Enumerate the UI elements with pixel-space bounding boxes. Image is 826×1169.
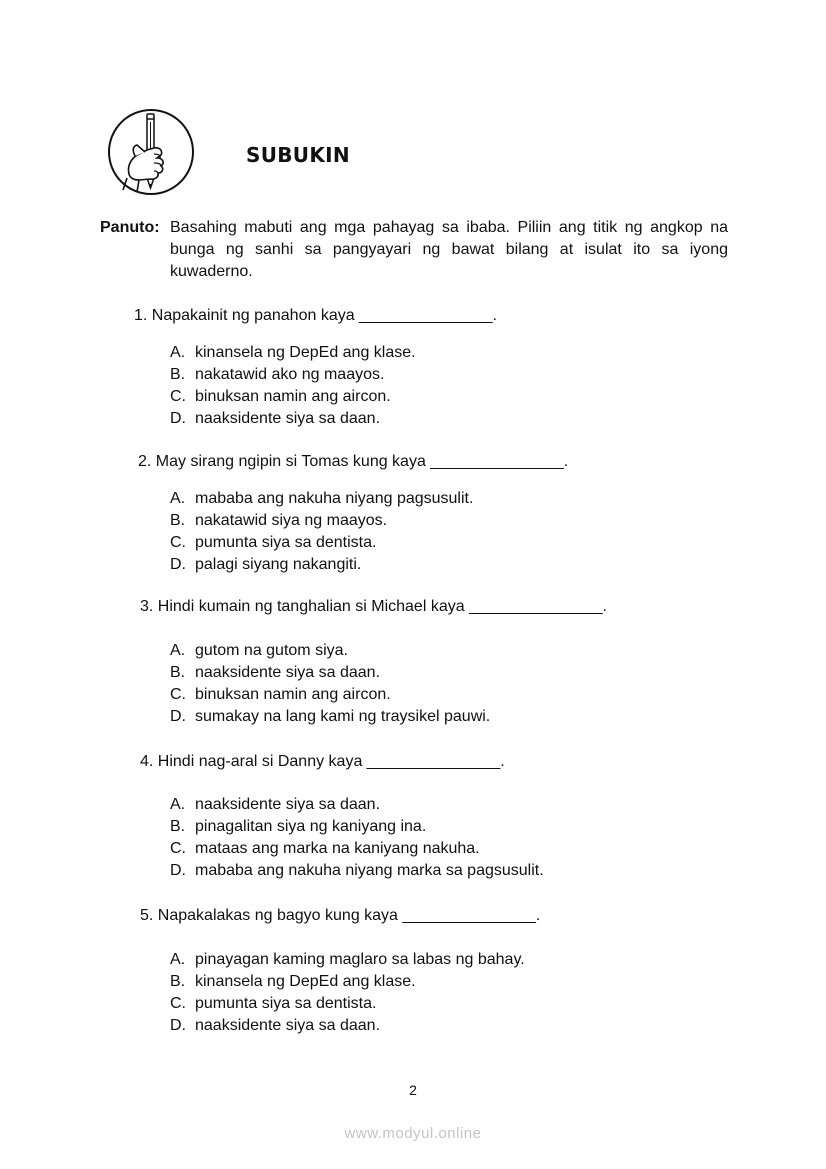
choice-letter: C. (170, 686, 186, 703)
choice-item (170, 684, 490, 706)
instructions-text: Basahing mabuti ang mga pahayag sa ibaba. Piliin ang titik ng angkop na bunga ng sanhi sa pangyayari ng bawat bilang at isulat ito sa iyong kuwaderno. (170, 219, 728, 280)
choice-item (170, 342, 416, 364)
choice-text: binuksan namin ang aircon. (195, 388, 391, 405)
choice-letter: B. (170, 366, 186, 383)
page-number: 2 (409, 1082, 417, 1098)
choice-list (170, 342, 416, 430)
choice-text: palagi siyang nakangiti. (195, 556, 362, 573)
choice-item (170, 860, 544, 882)
choice-text: mataas ang marka na kaniyang nakuha. (195, 840, 480, 857)
choice-item (170, 364, 416, 386)
choice-item (170, 993, 525, 1015)
question: 4. Hindi nag-aral si Danny kaya _______________. (140, 753, 505, 770)
choice-letter: C. (170, 995, 186, 1012)
choice-list (170, 488, 473, 576)
choice-letter: A. (170, 796, 186, 813)
choice-letter: C. (170, 840, 186, 857)
choice-letter: B. (170, 664, 186, 681)
choice-text: pinagalitan siya ng kaniyang ina. (195, 818, 427, 835)
choice-item (170, 949, 525, 971)
section-title: SUBUKIN (246, 143, 350, 167)
choice-text: kinansela ng DepEd ang klase. (195, 973, 416, 990)
choice-item (170, 816, 544, 838)
choice-item (170, 971, 525, 993)
choice-text: pumunta siya sa dentista. (195, 534, 377, 551)
choice-letter: A. (170, 642, 186, 659)
choice-text: nakatawid ako ng maayos. (195, 366, 385, 383)
choice-item (170, 386, 416, 408)
choice-text: gutom na gutom siya. (195, 642, 348, 659)
choice-text: mababa ang nakuha niyang pagsusulit. (195, 490, 474, 507)
choice-list (170, 640, 490, 728)
choice-letter: D. (170, 1017, 186, 1034)
choice-letter: B. (170, 818, 186, 835)
choice-item (170, 488, 473, 510)
choice-item (170, 662, 490, 684)
choice-text: mababa ang nakuha niyang marka sa pagsusulit. (195, 862, 544, 879)
choice-text: sumakay na lang kami ng traysikel pauwi. (195, 708, 491, 725)
question: 2. May sirang ngipin si Tomas kung kaya _______________. (138, 453, 569, 470)
choice-text: pumunta siya sa dentista. (195, 995, 377, 1012)
question: 5. Napakalakas ng bagyo kung kaya _______________. (140, 907, 541, 924)
choice-letter: B. (170, 973, 186, 990)
choice-item (170, 640, 490, 662)
choice-list (170, 949, 525, 1037)
choice-text: pinayagan kaming maglaro sa labas ng bahay. (195, 951, 525, 968)
choice-letter: A. (170, 490, 186, 507)
watermark: www.modyul.online (344, 1125, 482, 1142)
choice-item (170, 706, 490, 728)
choice-item (170, 510, 473, 532)
choice-text: kinansela ng DepEd ang klase. (195, 344, 416, 361)
question: 1. Napakainit ng panahon kaya _______________. (134, 307, 497, 324)
choice-text: nakatawid siya ng maayos. (195, 512, 388, 529)
choice-text: binuksan namin ang aircon. (195, 686, 391, 703)
choice-letter: D. (170, 708, 186, 725)
choice-item (170, 532, 473, 554)
instructions (100, 217, 728, 283)
choice-letter: A. (170, 344, 186, 361)
choice-letter: A. (170, 951, 186, 968)
choice-text: naaksidente siya sa daan. (195, 1017, 381, 1034)
choice-text: naaksidente siya sa daan. (195, 410, 381, 427)
choice-list (170, 794, 544, 882)
question: 3. Hindi kumain ng tanghalian si Michael kaya _______________. (140, 598, 607, 615)
choice-letter: D. (170, 410, 186, 427)
instructions-label: Panuto: (100, 219, 160, 236)
choice-letter: C. (170, 388, 186, 405)
choice-letter: C. (170, 534, 186, 551)
choice-item (170, 408, 416, 430)
hand-holding-pencil-icon (105, 108, 197, 196)
choice-letter: B. (170, 512, 186, 529)
choice-item (170, 838, 544, 860)
choice-text: naaksidente siya sa daan. (195, 664, 381, 681)
choice-letter: D. (170, 556, 186, 573)
choice-item (170, 554, 473, 576)
choice-item (170, 794, 544, 816)
choice-letter: D. (170, 862, 186, 879)
choice-text: naaksidente siya sa daan. (195, 796, 381, 813)
choice-item (170, 1015, 525, 1037)
